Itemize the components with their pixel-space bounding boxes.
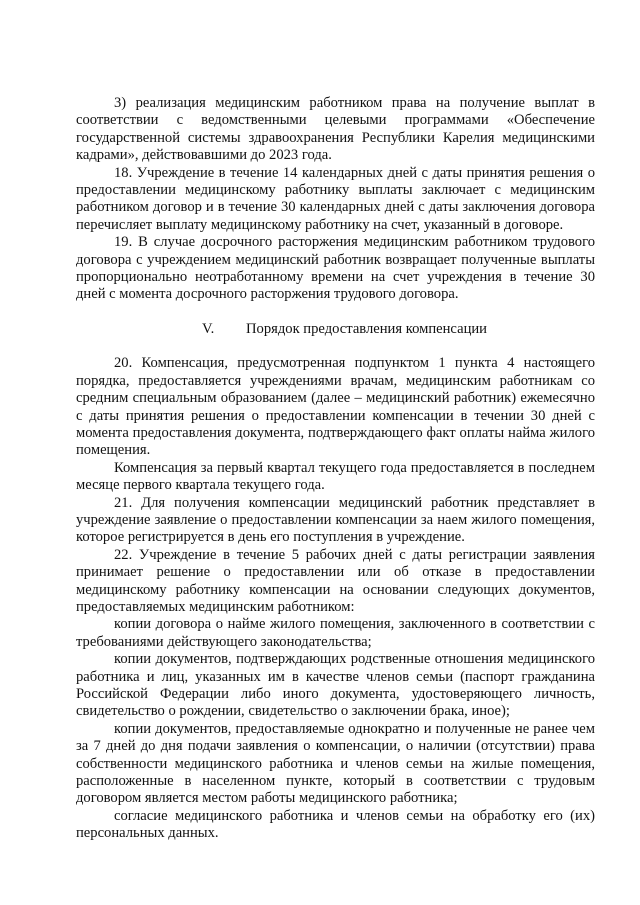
section-number: V. — [202, 320, 215, 337]
paragraph-18: 18. Учреждение в течение 14 календарных дней с даты принятия решения о предоставлении медицинскому работнику выплаты заключает с медицинским работником договор и в течение 30 календарных дней с даты заключения договора перечисляет выплату медицинскому работнику на счет, указанный в договоре. — [76, 164, 595, 233]
list-item-kinship-docs: копии документов, подтверждающих родственные отношения медицинского работника и лиц, указанных им в качестве членов семьи (паспорт гражданина Российской Федерации либо иного документа, удостоверяющего личность, свидетельство о рождении, свидетельство о заключении брака, иное); — [76, 651, 595, 720]
document-body — [76, 95, 595, 843]
paragraph-first-quarter: Компенсация за первый квартал текущего года предоставляется в последнем месяце первого квартала текущего года. — [76, 459, 595, 494]
list-item-lease-copy: копии договора о найме жилого помещения, заключенного в соответствии с требованиями действующего законодательства; — [76, 616, 595, 650]
paragraph-19: 19. В случае досрочного расторжения медицинским работником трудового договора с учреждением медицинский работник возвращает полученные выплаты пропорционально неотработанному времени на счет учреждения в течение 30 дней с момента досрочного расторжения трудового договора. — [76, 234, 595, 303]
section-gap-bottom — [76, 338, 595, 355]
paragraph-22: 22. Учреждение в течение 5 рабочих дней с даты регистрации заявления принимает решение о предоставлении или об отказе в предоставлении медицинскому работнику компенсации на основании следующих документов, предоставляемых медицинским работником: — [76, 546, 595, 615]
paragraph-20: 20. Компенсация, предусмотренная подпунктом 1 пункта 4 настоящего порядка, предоставляется учреждениями врачам, медицинским работникам со средним специальным образованием (далее – медицинский работник) ежемесячно с даты принятия решения о предоставлении компенсации в течении 30 дней с момента предоставления документа, подтверждающего факт оплаты найма жилого помещения. — [76, 355, 595, 459]
paragraph-item-3: 3) реализация медицинским работником права на получение выплат в соответствии с ведомственными целевыми программами «Обеспечение государственной системы здравоохранения Республики Карелия медицинскими кадрами», действовавшими до 2023 года. — [76, 95, 595, 164]
paragraph-21: 21. Для получения компенсации медицинский работник представляет в учреждение заявление о предоставлении компенсации за наем жилого помещения, которое регистрируется в день его поступления в учреждение. — [76, 494, 595, 546]
list-item-ownership-docs: копии документов, предоставляемые однократно и полученные не ранее чем за 7 дней до дня подачи заявления о компенсации, о наличии (отсутствии) права собственности медицинского работника и членов семьи на жилые помещения, расположенные в населенном пункте, который в соответствии с трудовым договором является местом работы медицинского работника; — [76, 720, 595, 807]
section-title: Порядок предоставления компенсации — [246, 320, 487, 337]
section-gap-top — [76, 304, 595, 321]
list-item-consent: согласие медицинского работника и членов семьи на обработку его (их) персональных данных. — [76, 807, 595, 842]
section-heading — [76, 321, 595, 338]
